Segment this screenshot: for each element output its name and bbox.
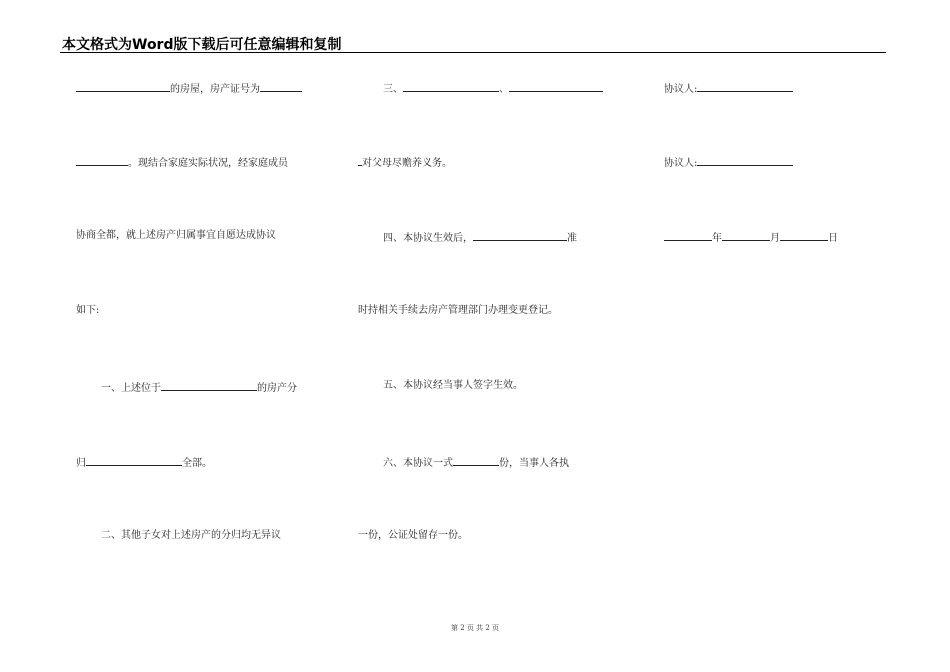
blank-field — [86, 455, 182, 466]
col2-line-3-prefix: 四、本协议生效后， — [383, 233, 473, 244]
col1-line-4: 如下: — [76, 305, 100, 316]
document-header-title: 本文格式为Word版下载后可任意编辑和复制 — [62, 37, 342, 53]
col1-line-5-suffix: 的房产分 — [257, 383, 297, 394]
col1-line-5-prefix: 一、上述位于 — [101, 383, 161, 394]
col1-line-7: 二、其他子女对上述房产的分归均无异议 — [101, 530, 281, 541]
col2-line-7: 一份，公证处留存一份。 — [358, 530, 468, 541]
col2-line-3-suffix: 准 — [567, 233, 577, 244]
col1-line-2-text: 。现结合家庭实际状况，经家庭成员 — [128, 158, 288, 169]
col2-line-3 — [383, 230, 577, 245]
col1-line-3: 协商全都，就上述房产归属事宜自愿达成协议 — [76, 230, 276, 241]
col1-line-6-prefix: 归 — [76, 458, 86, 469]
page-number: 第 2 页 共 2 页 — [450, 624, 500, 632]
signer-2-line — [664, 155, 793, 170]
col1-line-6-suffix: 全部。 — [182, 458, 212, 469]
day-blank — [780, 230, 828, 241]
blank-field — [403, 81, 499, 92]
col2-line-5: 五、本协议经当事人签字生效。 — [383, 380, 523, 391]
signature-blank — [697, 81, 793, 92]
signature-blank — [697, 155, 793, 166]
col1-line-1 — [76, 81, 302, 96]
signer-2-label: 协议人: — [664, 158, 698, 169]
col1-line-1-text: 的房屋，房产证号为 — [170, 84, 260, 95]
date-line — [664, 230, 838, 245]
month-blank — [722, 230, 770, 241]
blank-field — [509, 81, 603, 92]
signer-1-line — [664, 81, 793, 96]
col2-line-2-text: 对父母尽赡养义务。 — [362, 158, 452, 169]
col2-line-1-sep: 、 — [499, 84, 509, 95]
col2-line-2 — [358, 155, 452, 170]
col2-line-1 — [383, 81, 603, 96]
year-blank — [664, 230, 712, 241]
year-label: 年 — [712, 233, 722, 244]
col2-line-6 — [383, 455, 569, 470]
col2-line-6-prefix: 六、本协议一式 — [383, 458, 453, 469]
col1-line-6 — [76, 455, 212, 470]
blank-field — [473, 230, 567, 241]
blank-field — [76, 81, 170, 92]
col2-line-6-suffix: 份，当事人各执 — [499, 458, 569, 469]
month-label: 月 — [770, 233, 780, 244]
blank-field — [260, 81, 302, 92]
col2-line-1-prefix: 三、 — [383, 84, 403, 95]
col2-line-4: 时持相关手续去房产管理部门办理变更登记。 — [358, 305, 558, 316]
day-label: 日 — [828, 233, 838, 244]
blank-field — [161, 380, 257, 391]
blank-field — [453, 455, 499, 466]
col1-line-2 — [76, 155, 288, 170]
col1-line-5 — [101, 380, 297, 395]
header-divider — [60, 52, 886, 53]
blank-field — [76, 155, 128, 166]
signer-1-label: 协议人: — [664, 84, 698, 95]
